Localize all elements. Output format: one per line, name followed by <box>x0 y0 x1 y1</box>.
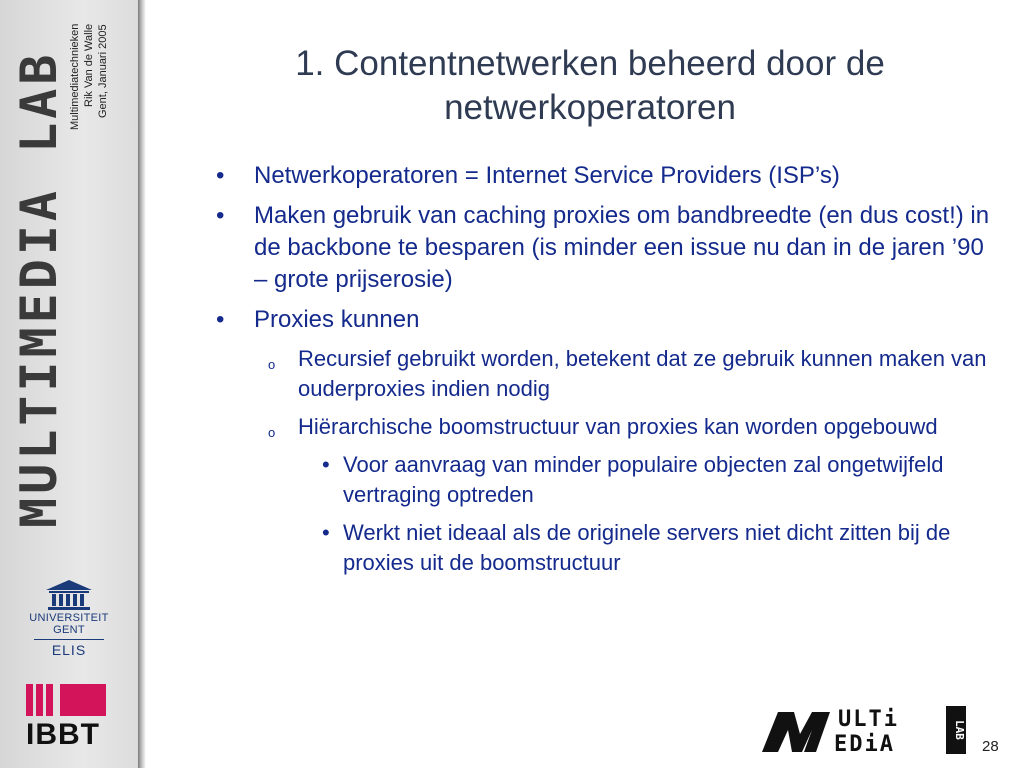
university-building-icon <box>44 578 94 612</box>
sub-sub-bullet-item <box>212 518 1002 578</box>
slide-title: 1. Contentnetwerken beheerd door de netwerkoperatoren <box>295 44 885 127</box>
sub-bullet-text: Hiërarchische boomstructuur van proxies kan worden opgebouwd <box>298 414 938 439</box>
svg-text:ULTi: ULTi <box>838 707 899 732</box>
ibbt-text: IBBT <box>26 718 100 751</box>
department-name: ELIS <box>51 642 87 658</box>
bullet-item <box>212 304 1002 336</box>
slide-content <box>212 160 1002 586</box>
university-name-line1: UNIVERSITEIT <box>29 612 109 624</box>
divider <box>34 639 104 640</box>
bullet-item <box>212 200 1002 296</box>
bullet-text: Proxies kunnen <box>254 306 420 333</box>
bullet-item <box>212 160 1002 192</box>
vertical-lab-title: MULTIMEDIA LAB <box>10 50 68 528</box>
sub-sub-bullet-text: Voor aanvraag van minder populaire objecten zal ongetwijfeld vertraging optreden <box>343 452 944 507</box>
svg-text:LAB: LAB <box>953 720 966 740</box>
bullet-text: Maken gebruik van caching proxies om bandbreedte (en dus cost!) in de backbone te besparen (is minder een issue nu dan in de jaren ’90 – grote prijserosie) <box>254 202 990 293</box>
bullet-text: Netwerkoperatoren = Internet Service Providers (ISP’s) <box>254 162 840 189</box>
university-name-line2: GENT <box>53 624 85 636</box>
sub-bullet-item <box>212 412 1002 442</box>
university-logo <box>20 578 118 668</box>
sub-sub-bullet-marker: • <box>322 520 330 545</box>
sub-bullet-item <box>212 344 1002 404</box>
multimedia-lab-logo <box>760 704 974 756</box>
sub-sub-bullet-text: Werkt niet ideaal als de originele servers niet dicht zitten bij de proxies uit de boomstructuur <box>343 520 951 575</box>
sub-sub-bullet-marker: • <box>322 452 330 477</box>
sub-bullet-marker: o <box>268 425 276 440</box>
bullet-marker: • <box>216 202 225 229</box>
page-number: 28 <box>982 738 999 755</box>
sub-bullet-marker: o <box>268 357 276 372</box>
ibbt-logo <box>26 684 112 754</box>
sidebar-shadow-edge <box>138 0 146 768</box>
bullet-marker: • <box>216 162 225 189</box>
course-name: Multimediatechnieken <box>69 24 81 131</box>
svg-text:EDiA: EDiA <box>834 732 895 756</box>
sub-bullet-text: Recursief gebruikt worden, betekent dat ze gebruik kunnen maken van ouderproxies indien nodig <box>298 346 987 401</box>
course-meta <box>68 24 130 174</box>
bullet-marker: • <box>216 306 225 333</box>
ibbt-bars-icon <box>26 684 106 716</box>
sub-sub-bullet-item <box>212 450 1002 510</box>
date-place: Gent, Januari 2005 <box>97 24 109 118</box>
author-name: Rik Van de Walle <box>83 24 95 108</box>
